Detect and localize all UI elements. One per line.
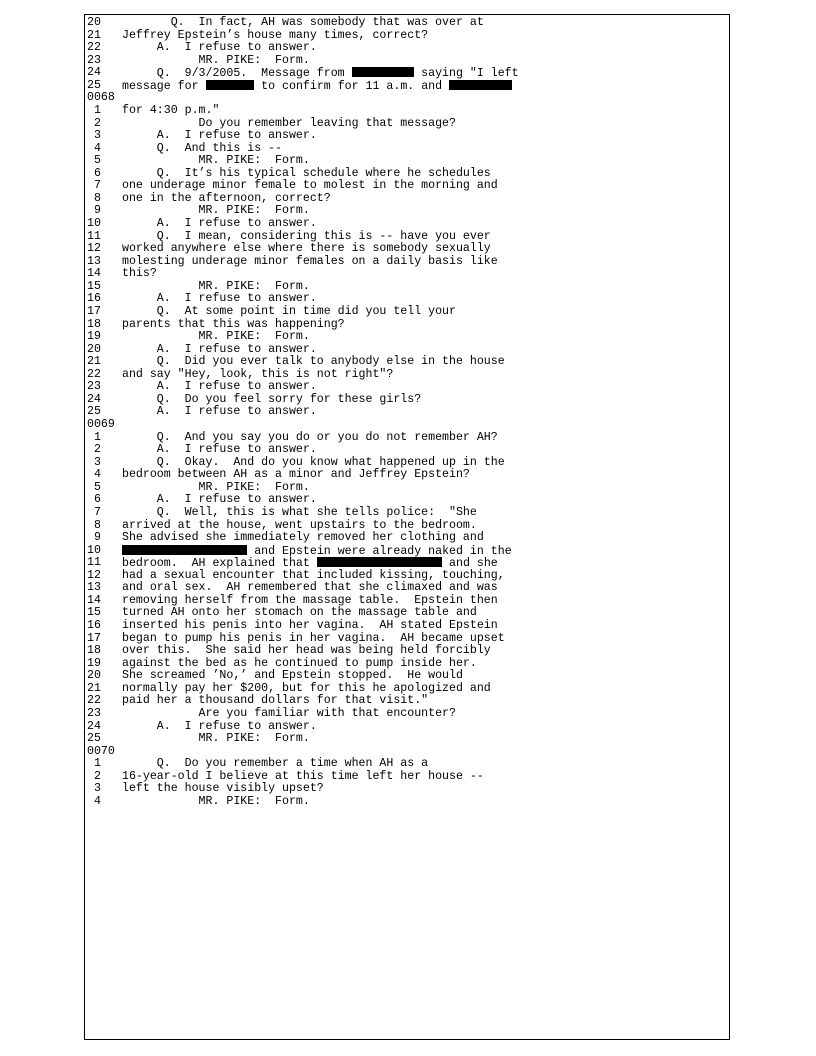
- text-segment: MR. PIKE: Form.: [122, 154, 310, 168]
- text-segment: this?: [122, 267, 157, 281]
- line-text: [122, 406, 317, 419]
- line-number: 20: [87, 342, 101, 356]
- text-segment: arrived at the house, went upstairs to the bedroom.: [122, 518, 477, 532]
- redaction-block: [206, 80, 255, 90]
- line-number: 14: [87, 267, 101, 281]
- line-number: 2: [87, 116, 101, 130]
- text-segment: against the bed as he continued to pump inside her.: [122, 656, 477, 670]
- line-number: 5: [87, 480, 101, 494]
- line-number: 22: [87, 367, 101, 381]
- line-number: 3: [87, 782, 101, 796]
- line-text: [122, 545, 512, 559]
- text-segment: parents that this was happening?: [122, 317, 345, 331]
- line-number: 7: [87, 505, 101, 519]
- line-number: 1: [87, 430, 101, 444]
- text-segment: She screamed ’No,’ and Epstein stopped. He would: [122, 669, 463, 683]
- line-number: 18: [87, 317, 101, 331]
- line-number: 17: [87, 631, 101, 645]
- line-number: 23: [87, 53, 101, 67]
- line-number: 3: [87, 455, 101, 469]
- redaction-block: [122, 545, 247, 555]
- text-segment: MR. PIKE: Form.: [122, 794, 310, 808]
- line-number: 15: [87, 606, 101, 620]
- line-number: 5: [87, 154, 101, 168]
- text-segment: had a sexual encounter that included kissing, touching,: [122, 568, 505, 582]
- text-segment: message for: [122, 79, 206, 93]
- line-number: 23: [87, 380, 101, 394]
- text-segment: molesting underage minor females on a daily basis like: [122, 254, 498, 268]
- text-segment: Q. Well, this is what she tells police: "She: [122, 505, 477, 519]
- redaction-block: [317, 557, 442, 567]
- text-segment: Q. Do you remember a time when AH as a: [122, 757, 429, 771]
- redaction-block: [449, 80, 512, 90]
- transcript-line: [87, 67, 727, 80]
- line-number: 8: [87, 518, 101, 532]
- line-number: 18: [87, 644, 101, 658]
- text-segment: Q. It’s his typical schedule where he schedules: [122, 166, 491, 180]
- text-segment: A. I refuse to answer.: [122, 129, 317, 143]
- text-segment: and she: [442, 557, 498, 571]
- line-number: 21: [87, 355, 101, 369]
- text-segment: Q. And this is --: [122, 141, 283, 155]
- line-text: [122, 55, 310, 68]
- line-number: 20: [87, 669, 101, 683]
- text-segment: bedroom between AH as a minor and Jeffrey Epstein?: [122, 468, 470, 482]
- page-marker: 0070: [87, 744, 115, 758]
- line-number: 4: [87, 468, 101, 482]
- text-segment: Q. Do you feel sorry for these girls?: [122, 392, 422, 406]
- line-number: 16: [87, 292, 101, 306]
- text-segment: saying "I left: [414, 67, 519, 81]
- transcript-line: [87, 406, 727, 419]
- line-number: 10: [87, 543, 101, 557]
- text-segment: Q. I mean, considering this is -- have you ever: [122, 229, 491, 243]
- text-segment: over this. She said her head was being held forcibly: [122, 644, 491, 658]
- text-segment: Q. Okay. And do you know what happened up in the: [122, 455, 505, 469]
- line-number: 12: [87, 242, 101, 256]
- line-number: 24: [87, 719, 101, 733]
- line-number: 25: [87, 405, 101, 419]
- page-marker: 0069: [87, 418, 115, 431]
- line-number: 9: [87, 531, 101, 545]
- line-number: 3: [87, 129, 101, 143]
- line-number: 25: [87, 732, 101, 746]
- text-segment: for 4:30 p.m.": [122, 103, 220, 117]
- line-number: 6: [87, 493, 101, 507]
- line-text: [122, 733, 310, 746]
- text-segment: MR. PIKE: Form.: [122, 279, 310, 293]
- text-segment: normally pay her $200, but for this he apologized and: [122, 681, 491, 695]
- text-segment: Are you familiar with that encounter?: [122, 706, 456, 720]
- text-segment: to confirm for 11 a.m. and: [254, 79, 450, 93]
- line-number: 1: [87, 757, 101, 771]
- text-segment: and say "Hey, look, this is not right"?: [122, 367, 394, 381]
- line-text: [122, 256, 498, 269]
- text-segment: Q. In fact, AH was somebody that was over at: [122, 16, 484, 29]
- transcript-line: [87, 733, 727, 746]
- text-segment: She advised she immediately removed her clothing and: [122, 531, 484, 545]
- line-number: 8: [87, 191, 101, 205]
- text-segment: A. I refuse to answer.: [122, 719, 317, 733]
- line-number: 22: [87, 694, 101, 708]
- line-number: 13: [87, 254, 101, 268]
- line-text: [122, 796, 310, 809]
- line-number: 17: [87, 304, 101, 318]
- transcript-line: [87, 80, 727, 93]
- line-number: 14: [87, 593, 101, 607]
- text-segment: Q. And you say you do or you do not remember AH?: [122, 430, 498, 444]
- line-number: 2: [87, 443, 101, 457]
- line-number: 13: [87, 581, 101, 595]
- line-number: 16: [87, 619, 101, 632]
- line-number: 19: [87, 656, 101, 670]
- line-number: 25: [87, 78, 101, 92]
- text-segment: MR. PIKE: Form.: [122, 204, 310, 218]
- line-number: 21: [87, 681, 101, 695]
- line-text: [122, 80, 512, 94]
- text-segment: MR. PIKE: Form.: [122, 732, 310, 746]
- text-segment: A. I refuse to answer.: [122, 41, 317, 55]
- text-segment: MR. PIKE: Form.: [122, 330, 310, 344]
- text-segment: A. I refuse to answer.: [122, 217, 317, 230]
- text-segment: and Epstein were already naked in the: [247, 544, 512, 558]
- text-segment: A. I refuse to answer.: [122, 342, 317, 356]
- line-number: 11: [87, 229, 101, 243]
- transcript-line: [87, 256, 727, 269]
- text-segment: turned AH onto her stomach on the massage table and: [122, 606, 477, 620]
- text-segment: left the house visibly upset?: [122, 782, 324, 796]
- line-number: 4: [87, 794, 101, 808]
- line-number: 10: [87, 217, 101, 230]
- line-number: 15: [87, 279, 101, 293]
- text-segment: MR. PIKE: Form.: [122, 53, 310, 67]
- text-segment: A. I refuse to answer.: [122, 292, 317, 306]
- transcript-line: [87, 796, 727, 809]
- text-segment: began to pump his penis in her vagina. AH became upset: [122, 631, 505, 645]
- line-number: 4: [87, 141, 101, 155]
- text-segment: one in the afternoon, correct?: [122, 191, 331, 205]
- text-segment: bedroom. AH explained that: [122, 557, 317, 571]
- text-segment: worked anywhere else where there is somebody sexually: [122, 242, 491, 256]
- line-number: 21: [87, 28, 101, 42]
- redaction-block: [352, 67, 415, 77]
- line-number: 12: [87, 568, 101, 582]
- line-number: 20: [87, 16, 101, 29]
- line-number: 6: [87, 166, 101, 180]
- transcript-body: [87, 17, 727, 808]
- line-number: 23: [87, 706, 101, 720]
- text-segment: A. I refuse to answer.: [122, 493, 317, 507]
- transcript-line: [87, 545, 727, 558]
- text-segment: A. I refuse to answer.: [122, 405, 317, 419]
- text-segment: Do you remember leaving that message?: [122, 116, 456, 130]
- text-segment: A. I refuse to answer.: [122, 380, 317, 394]
- line-number: 2: [87, 769, 101, 783]
- line-number: 11: [87, 556, 101, 570]
- text-segment: A. I refuse to answer.: [122, 443, 317, 457]
- line-number: 24: [87, 66, 101, 80]
- line-number: 1: [87, 103, 101, 117]
- transcript-line: [87, 532, 727, 545]
- line-number: 19: [87, 330, 101, 344]
- line-number: 24: [87, 392, 101, 406]
- page-marker: 0068: [87, 91, 115, 105]
- line-number: 22: [87, 41, 101, 55]
- line-number: 7: [87, 179, 101, 193]
- line-text: [122, 67, 519, 81]
- line-text: [122, 532, 484, 545]
- text-segment: removing herself from the massage table. Epstein then: [122, 593, 498, 607]
- line-number: 9: [87, 204, 101, 218]
- text-segment: paid her a thousand dollars for that visit.": [122, 694, 429, 708]
- text-segment: and oral sex. AH remembered that she climaxed and was: [122, 581, 498, 595]
- text-segment: 16-year-old I believe at this time left her house --: [122, 769, 484, 783]
- transcript-line: [87, 55, 727, 68]
- text-segment: MR. PIKE: Form.: [122, 480, 310, 494]
- text-segment: Jeffrey Epstein’s house many times, correct?: [122, 28, 429, 42]
- text-segment: Q. 9/3/2005. Message from: [122, 67, 352, 81]
- text-segment: Q. At some point in time did you tell your: [122, 304, 456, 318]
- text-segment: one underage minor female to molest in the morning and: [122, 179, 498, 193]
- text-segment: inserted his penis into her vagina. AH stated Epstein: [122, 619, 498, 632]
- text-segment: Q. Did you ever talk to anybody else in the house: [122, 355, 505, 369]
